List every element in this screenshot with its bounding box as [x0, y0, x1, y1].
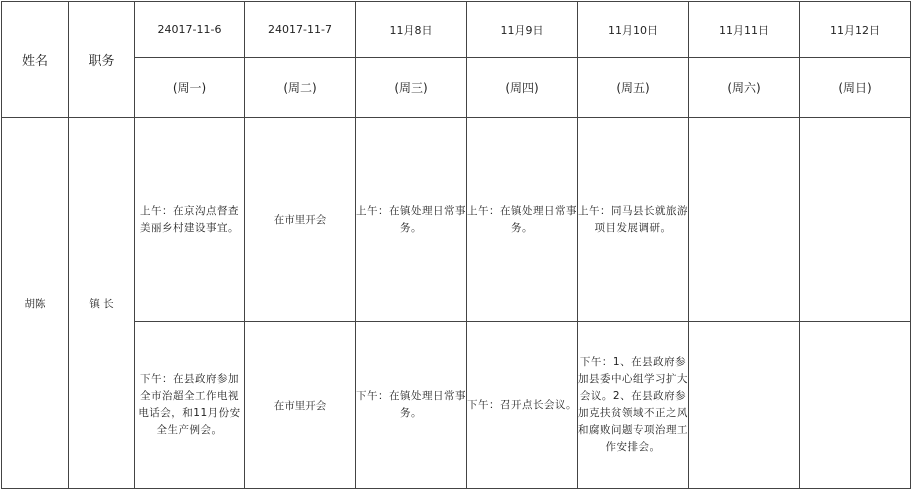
- afternoon-cell: 下午：召开点长会议。: [467, 322, 578, 489]
- header-date: 11月9日: [467, 2, 578, 58]
- header-weekday: (周一): [135, 58, 245, 118]
- header-weekday: (周五): [578, 58, 689, 118]
- person-role: 镇 长: [69, 118, 135, 489]
- header-role: 职务: [69, 2, 135, 118]
- afternoon-cell: [689, 322, 800, 489]
- header-row-weekdays: [2, 58, 911, 118]
- morning-row: [2, 118, 911, 322]
- afternoon-cell: 下午：在县政府参加全市治超全工作电视电话会，和11月份安全生产例会。: [135, 322, 245, 489]
- morning-cell: 上午：在京沟点督查美丽乡村建设事宜。: [135, 118, 245, 322]
- morning-cell: 在市里开会: [245, 118, 356, 322]
- afternoon-cell: [800, 322, 911, 489]
- afternoon-cell: 在市里开会: [245, 322, 356, 489]
- afternoon-row: [2, 322, 911, 489]
- morning-cell: 上午：同马县长就旅游项目发展调研。: [578, 118, 689, 322]
- header-date: 11月11日: [689, 2, 800, 58]
- morning-cell: [689, 118, 800, 322]
- header-weekday: (周四): [467, 58, 578, 118]
- header-weekday: (周六): [689, 58, 800, 118]
- morning-cell: [800, 118, 911, 322]
- header-weekday: (周二): [245, 58, 356, 118]
- header-name: 姓名: [2, 2, 69, 118]
- morning-cell: 上午：在镇处理日常事务。: [356, 118, 467, 322]
- header-date: 24017-11-7: [245, 2, 356, 58]
- header-date: 11月8日: [356, 2, 467, 58]
- header-weekday: (周三): [356, 58, 467, 118]
- afternoon-cell: 下午：在镇处理日常事务。: [356, 322, 467, 489]
- afternoon-cell: 下午：1、在县政府参加县委中心组学习扩大会议。2、在县政府参加克扶贫领域不正之风和腐败问题专项治理工作安排会。: [578, 322, 689, 489]
- header-date: 24017-11-6: [135, 2, 245, 58]
- person-name: 胡陈: [2, 118, 69, 489]
- header-date: 11月10日: [578, 2, 689, 58]
- schedule-table: [1, 1, 911, 489]
- header-date: 11月12日: [800, 2, 911, 58]
- morning-cell: 上午：在镇处理日常事务。: [467, 118, 578, 322]
- header-row-dates: [2, 2, 911, 58]
- header-weekday: (周日): [800, 58, 911, 118]
